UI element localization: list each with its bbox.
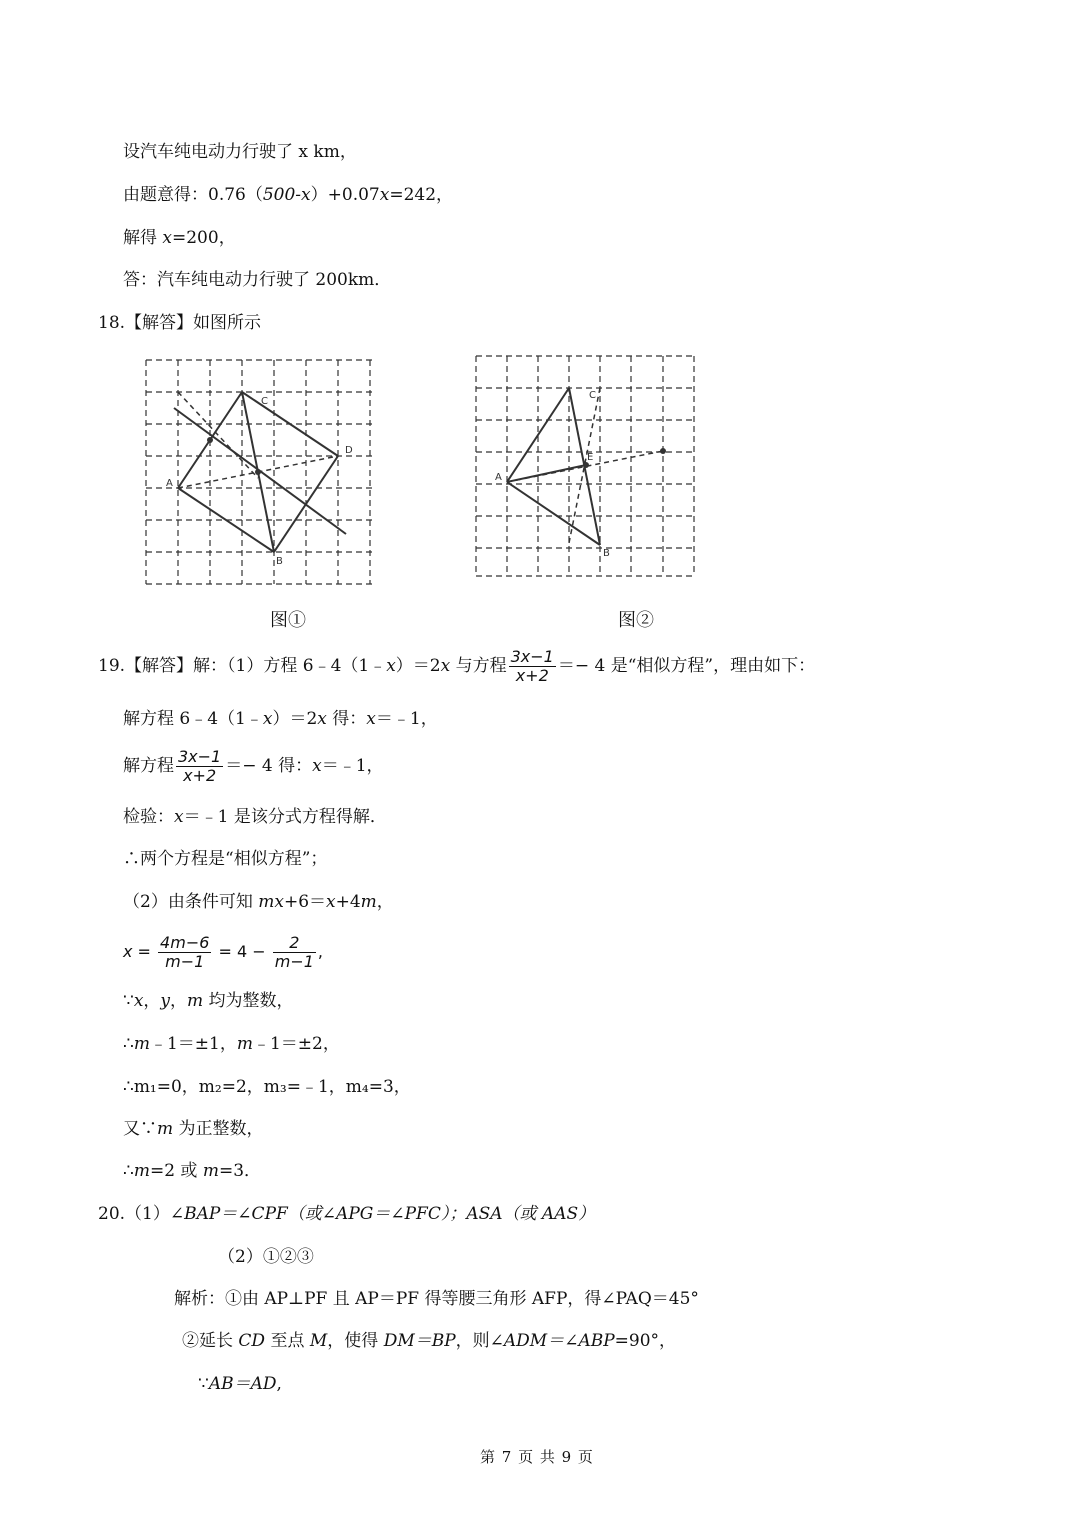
text: ）＝2	[395, 656, 441, 676]
solve-line-2	[123, 748, 384, 785]
text: =3．	[218, 1161, 262, 1181]
fraction-4	[273, 934, 316, 971]
page-footer: 第 7 页 共 9 页	[480, 1448, 594, 1466]
text: ∴	[123, 1034, 134, 1054]
text: ②延长	[182, 1331, 239, 1351]
text: m	[236, 1034, 253, 1054]
text: ∵	[198, 1374, 209, 1394]
text: m	[202, 1161, 219, 1181]
x-formula-line	[123, 934, 323, 971]
text: ，使得	[327, 1331, 384, 1351]
text: ＝− 4 是“相似方程”，理由如下：	[557, 656, 816, 676]
part2-line	[123, 891, 394, 913]
text: x	[312, 756, 322, 776]
question-19-heading	[98, 648, 815, 685]
text: 检验：	[123, 807, 174, 827]
text: x	[123, 942, 133, 961]
fraction-1	[509, 648, 556, 685]
text: ，	[143, 991, 161, 1011]
text: 解方程	[123, 756, 174, 776]
question-20-part2: （2）①②③	[218, 1247, 314, 1267]
text: 解方程 6﹣4（1﹣	[123, 709, 263, 729]
text: x	[262, 709, 273, 729]
text: x	[326, 892, 336, 912]
text: 得：	[326, 709, 367, 729]
line-setup: 设汽车纯电动力行驶了 x km，	[123, 142, 357, 162]
m-minus-line	[123, 1033, 340, 1055]
fraction-numerator: 2	[273, 934, 316, 953]
fig1-label-c: C	[261, 396, 268, 407]
text: =2 或	[149, 1161, 203, 1181]
fig2-label-b: B	[603, 548, 610, 559]
fig2-label-c: C	[589, 390, 596, 401]
line-solve	[123, 227, 236, 249]
text: m	[187, 991, 204, 1011]
text: 又∵	[123, 1119, 157, 1139]
text: 20.（1）	[98, 1204, 170, 1224]
text: =242，	[389, 185, 454, 205]
conclusion-line: ∴两个方程是“相似方程”；	[123, 849, 328, 869]
text: +4	[335, 892, 361, 912]
integer-line	[123, 990, 294, 1012]
analysis-line-3	[198, 1373, 282, 1395]
positive-int-line	[123, 1118, 264, 1140]
text: ∴	[123, 1161, 134, 1181]
figure-2-caption: 图②	[618, 610, 654, 631]
text: x	[386, 656, 396, 676]
fraction-denominator: m−1	[165, 952, 205, 971]
text: =90°，	[614, 1331, 677, 1351]
text: AB＝AD	[208, 1374, 277, 1394]
fig2-label-a: A	[495, 472, 502, 483]
text: m	[133, 1034, 150, 1054]
text: ＝﹣1，	[375, 709, 438, 729]
text: ＝﹣1 是该分式方程得解．	[183, 807, 387, 827]
fraction-3	[158, 934, 211, 971]
fig1-label-d: D	[345, 445, 353, 456]
text: x	[317, 709, 327, 729]
text: ∠ADM＝∠ABP	[489, 1331, 615, 1351]
figure-1	[140, 352, 380, 594]
text: y	[160, 991, 171, 1011]
text: ∵	[123, 991, 134, 1011]
text: 500-x	[262, 185, 311, 205]
fraction-2	[176, 748, 223, 785]
text: =200，	[172, 228, 236, 248]
text: ）＝2	[272, 709, 318, 729]
text: ﹣1＝±2，	[252, 1034, 340, 1054]
question-20-line-1	[98, 1203, 595, 1225]
text: x	[366, 709, 376, 729]
text: 19.【解答】解：（1）方程 6﹣4（1﹣	[98, 656, 387, 676]
text: DM＝BP	[383, 1331, 456, 1351]
text: ﹣1＝±1，	[149, 1034, 237, 1054]
question-18-heading: 18.【解答】如图所示	[98, 313, 262, 333]
solve-line-1	[123, 708, 438, 730]
text: m	[133, 1161, 150, 1181]
line-equation	[123, 184, 453, 206]
fig1-label-a: A	[166, 478, 173, 489]
final-m-line	[123, 1160, 261, 1182]
text: 为正整数，	[173, 1119, 264, 1139]
text: ＝− 4 得：	[225, 756, 313, 776]
text: 由题意得：0.76（	[123, 185, 263, 205]
text: 解得	[123, 228, 163, 248]
text: 与方程	[450, 656, 507, 676]
text: ，	[376, 892, 394, 912]
text: ，则	[455, 1331, 490, 1351]
fraction-denominator: x+2	[515, 666, 549, 685]
text: 至点	[265, 1331, 310, 1351]
m-values-line: ∴m₁=0，m₂=2，m₃=﹣1，m₄=3，	[123, 1077, 411, 1097]
text: ∠BAP＝∠CPF（或∠APG＝∠PFC）；ASA（或 AAS）	[169, 1204, 596, 1224]
fig2-label-e: E	[587, 452, 594, 463]
fraction-numerator: 3x−1	[510, 647, 554, 666]
text: （2）由条件可知	[123, 892, 259, 912]
fraction-denominator: m−1	[274, 952, 314, 971]
text: +6＝	[283, 892, 327, 912]
text: mx	[258, 892, 284, 912]
text: = 4 −	[213, 942, 271, 961]
text: =	[132, 942, 157, 961]
text: 均为整数，	[203, 991, 294, 1011]
text: x	[162, 228, 172, 248]
text: m	[360, 892, 377, 912]
text: ）+0.07	[310, 185, 380, 205]
fraction-numerator: 4m−6	[160, 933, 210, 952]
analysis-line-2	[182, 1330, 676, 1352]
figure-1-caption: 图①	[270, 610, 306, 631]
text: ,	[317, 942, 324, 961]
text: x	[174, 807, 184, 827]
text: m	[157, 1119, 174, 1139]
fraction-numerator: 3x−1	[178, 747, 222, 766]
text: ,	[276, 1374, 282, 1394]
text: x	[133, 991, 144, 1011]
text: ，	[170, 991, 188, 1011]
fraction-denominator: x+2	[183, 766, 217, 785]
line-answer: 答：汽车纯电动力行驶了 200km．	[123, 270, 392, 290]
check-line	[123, 806, 387, 828]
text: CD	[238, 1331, 266, 1351]
text: x	[379, 185, 390, 205]
fig1-label-b: B	[276, 556, 283, 567]
analysis-line-1: 解析：①由 AP⊥PF 且 AP＝PF 得等腰三角形 AFP，得∠PAQ＝45°	[174, 1289, 699, 1309]
text: ＝﹣1，	[321, 756, 384, 776]
text: M	[309, 1331, 328, 1351]
figure-2	[470, 348, 702, 584]
text: x	[440, 656, 451, 676]
